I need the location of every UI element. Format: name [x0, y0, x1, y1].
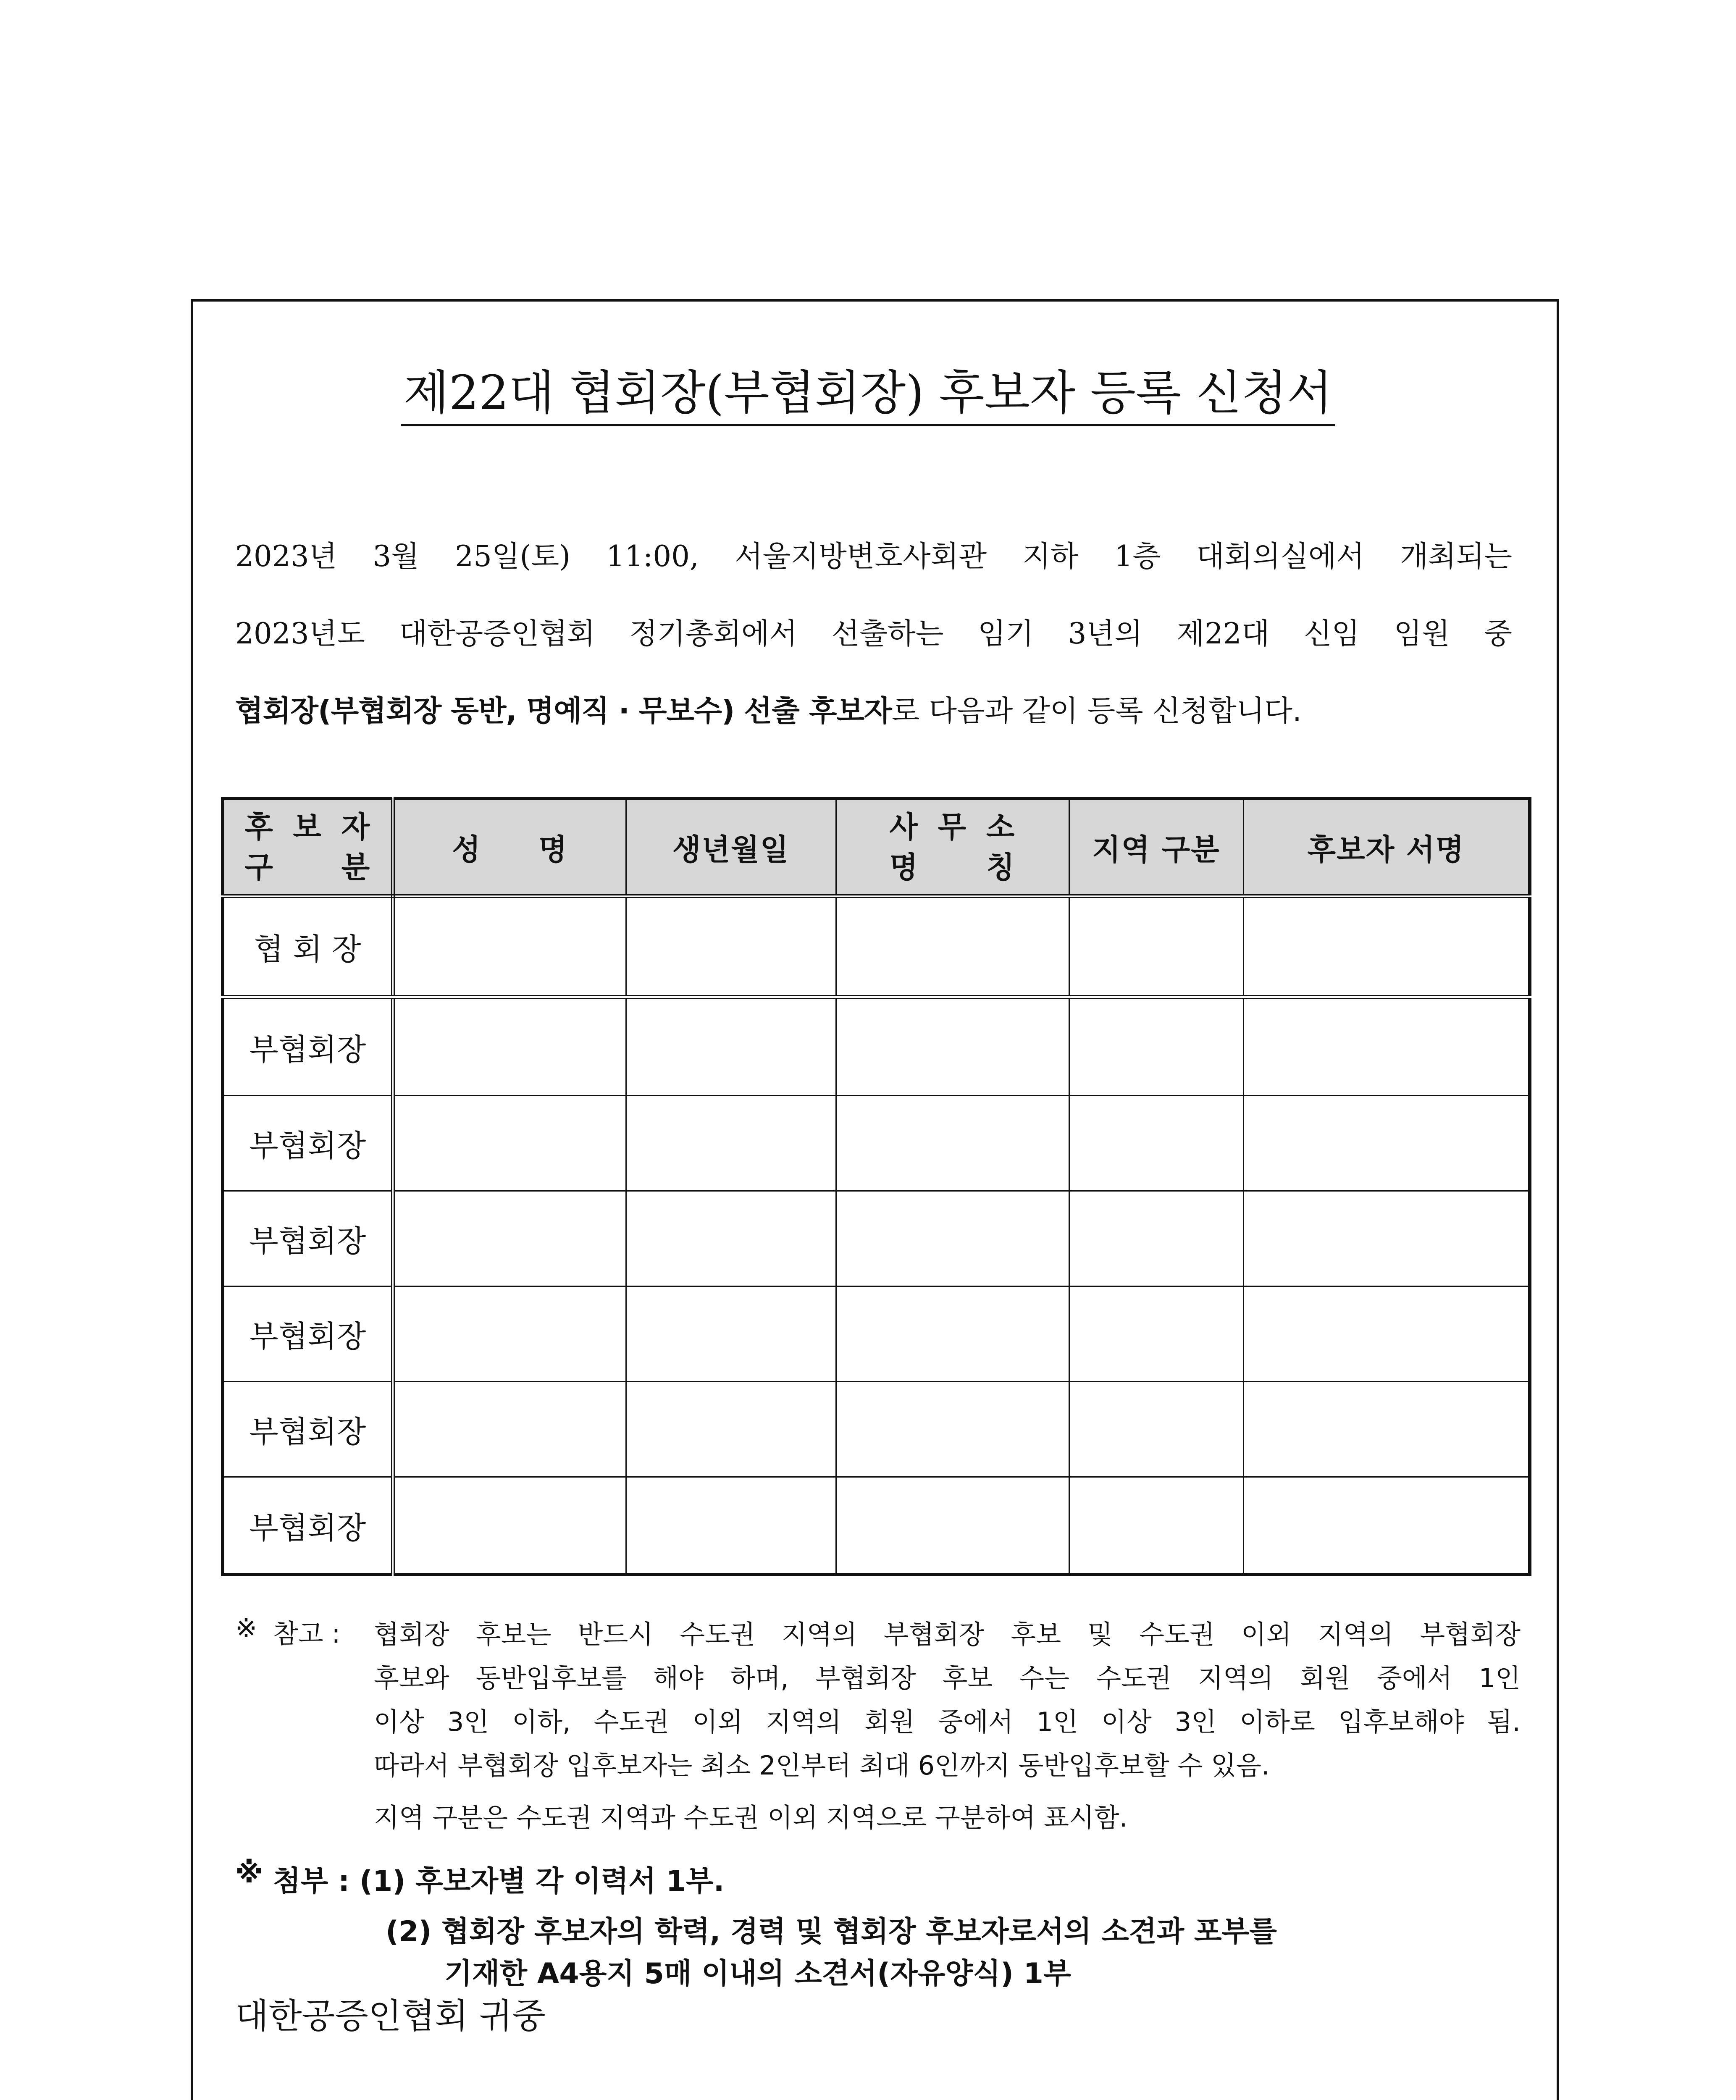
row-label: 부협회장 — [223, 1286, 393, 1382]
recipient: 대한공증인협회 귀중 — [235, 1996, 546, 2036]
table-header-row — [223, 798, 1530, 896]
cell-office[interactable] — [836, 1286, 1069, 1382]
reference-prefix: 참고 : — [273, 1618, 341, 1649]
cell-name[interactable] — [393, 1286, 626, 1382]
notes-section — [235, 1613, 1521, 1995]
cell-signature[interactable] — [1243, 1286, 1530, 1382]
cell-region[interactable] — [1069, 1477, 1243, 1575]
cell-signature[interactable] — [1243, 1191, 1530, 1286]
cell-office[interactable] — [836, 997, 1069, 1095]
header-category: 후 보 자 구 분 — [223, 798, 393, 896]
cell-birth[interactable] — [626, 1382, 836, 1477]
cell-signature[interactable] — [1243, 896, 1530, 998]
table-row-president — [223, 896, 1530, 998]
attach-item-2-line-1: (2) 협회장 후보자의 학력, 경력 및 협회장 후보자로서의 소견과 포부를 — [386, 1915, 1277, 1948]
reference-note — [235, 1613, 1521, 1840]
cell-birth[interactable] — [626, 896, 836, 998]
cell-region[interactable] — [1069, 1286, 1243, 1382]
reference-mark: ※ — [235, 1613, 257, 1643]
intro-line-2: 2023년도 대한공증인협회 정기총회에서 선출하는 임기 3년의 제22대 신임 임원 중 — [235, 617, 1512, 651]
intro-bold-phrase: 협회장(부협회장 동반, 명예직 · 무보수) 선출 후보자 — [235, 694, 892, 728]
intro-line-1: 2023년 3월 25일(토) 11:00, 서울지방변호사회관 지하 1층 대회의실에서 개최되는 — [235, 540, 1512, 573]
header-name: 성 명 — [393, 798, 626, 896]
cell-office[interactable] — [836, 1382, 1069, 1477]
cell-signature[interactable] — [1243, 1096, 1530, 1191]
reference-line: 따라서 부협회장 입후보자는 최소 2인부터 최대 6인까지 동반입후보할 수 있음. — [374, 1750, 1270, 1781]
cell-region[interactable] — [1069, 896, 1243, 998]
cell-region[interactable] — [1069, 997, 1243, 1095]
candidate-table — [221, 797, 1531, 1576]
attachments-note — [235, 1856, 1521, 1995]
table-row — [223, 1096, 1530, 1191]
row-label: 부협회장 — [223, 1191, 393, 1286]
cell-birth[interactable] — [626, 1477, 836, 1575]
table-row — [223, 1477, 1530, 1575]
table-row — [223, 1382, 1530, 1477]
cell-name[interactable] — [393, 896, 626, 998]
intro-paragraph — [235, 540, 1512, 772]
cell-name[interactable] — [393, 997, 626, 1095]
reference-line: 후보와 동반입후보를 해야 하며, 부협회장 후보 수는 수도권 지역의 회원 중에서 1인 — [374, 1663, 1521, 1693]
row-label: 부협회장 — [223, 997, 393, 1095]
cell-office[interactable] — [836, 1191, 1069, 1286]
cell-region[interactable] — [1069, 1096, 1243, 1191]
row-label: 협 회 장 — [223, 896, 393, 998]
intro-line-3-rest: 로 다음과 같이 등록 신청합니다. — [891, 694, 1302, 728]
reference-line: 협회장 후보는 반드시 수도권 지역의 부협회장 후보 및 수도권 이외 지역의 부협회장 — [374, 1619, 1521, 1650]
header-region: 지역 구분 — [1069, 798, 1243, 896]
attach-mark: ※ — [235, 1856, 263, 1890]
cell-region[interactable] — [1069, 1382, 1243, 1477]
table-row — [223, 997, 1530, 1095]
cell-signature[interactable] — [1243, 997, 1530, 1095]
cell-birth[interactable] — [626, 1096, 836, 1191]
cell-region[interactable] — [1069, 1191, 1243, 1286]
document-title: 제22대 협회장(부협회장) 후보자 등록 신청서 — [0, 370, 1736, 426]
cell-birth[interactable] — [626, 1286, 836, 1382]
cell-name[interactable] — [393, 1477, 626, 1575]
row-label: 부협회장 — [223, 1477, 393, 1575]
header-office: 사 무 소 명 칭 — [836, 798, 1069, 896]
cell-signature[interactable] — [1243, 1477, 1530, 1575]
attach-item-2-line-2: 기재한 A4용지 5매 이내의 소견서(자유양식) 1부 — [444, 1957, 1071, 1990]
table-row — [223, 1286, 1530, 1382]
table-row — [223, 1191, 1530, 1286]
row-label: 부협회장 — [223, 1382, 393, 1477]
attach-item-1: 첨부 : (1) 후보자별 각 이력서 1부. — [273, 1865, 725, 1898]
cell-name[interactable] — [393, 1382, 626, 1477]
cell-name[interactable] — [393, 1191, 626, 1286]
reference-line: 이상 3인 이하, 수도권 이외 지역의 회원 중에서 1인 이상 3인 이하로 입후보해야 됨. — [374, 1706, 1521, 1737]
cell-signature[interactable] — [1243, 1382, 1530, 1477]
header-birth: 생년월일 — [626, 798, 836, 896]
cell-office[interactable] — [836, 896, 1069, 998]
cell-birth[interactable] — [626, 1191, 836, 1286]
cell-office[interactable] — [836, 1477, 1069, 1575]
cell-office[interactable] — [836, 1096, 1069, 1191]
row-label: 부협회장 — [223, 1096, 393, 1191]
region-note: 지역 구분은 수도권 지역과 수도권 이외 지역으로 구분하여 표시함. — [374, 1802, 1128, 1833]
cell-name[interactable] — [393, 1096, 626, 1191]
header-signature: 후보자 서명 — [1243, 798, 1530, 896]
intro-line-3 — [235, 694, 1512, 772]
cell-birth[interactable] — [626, 997, 836, 1095]
